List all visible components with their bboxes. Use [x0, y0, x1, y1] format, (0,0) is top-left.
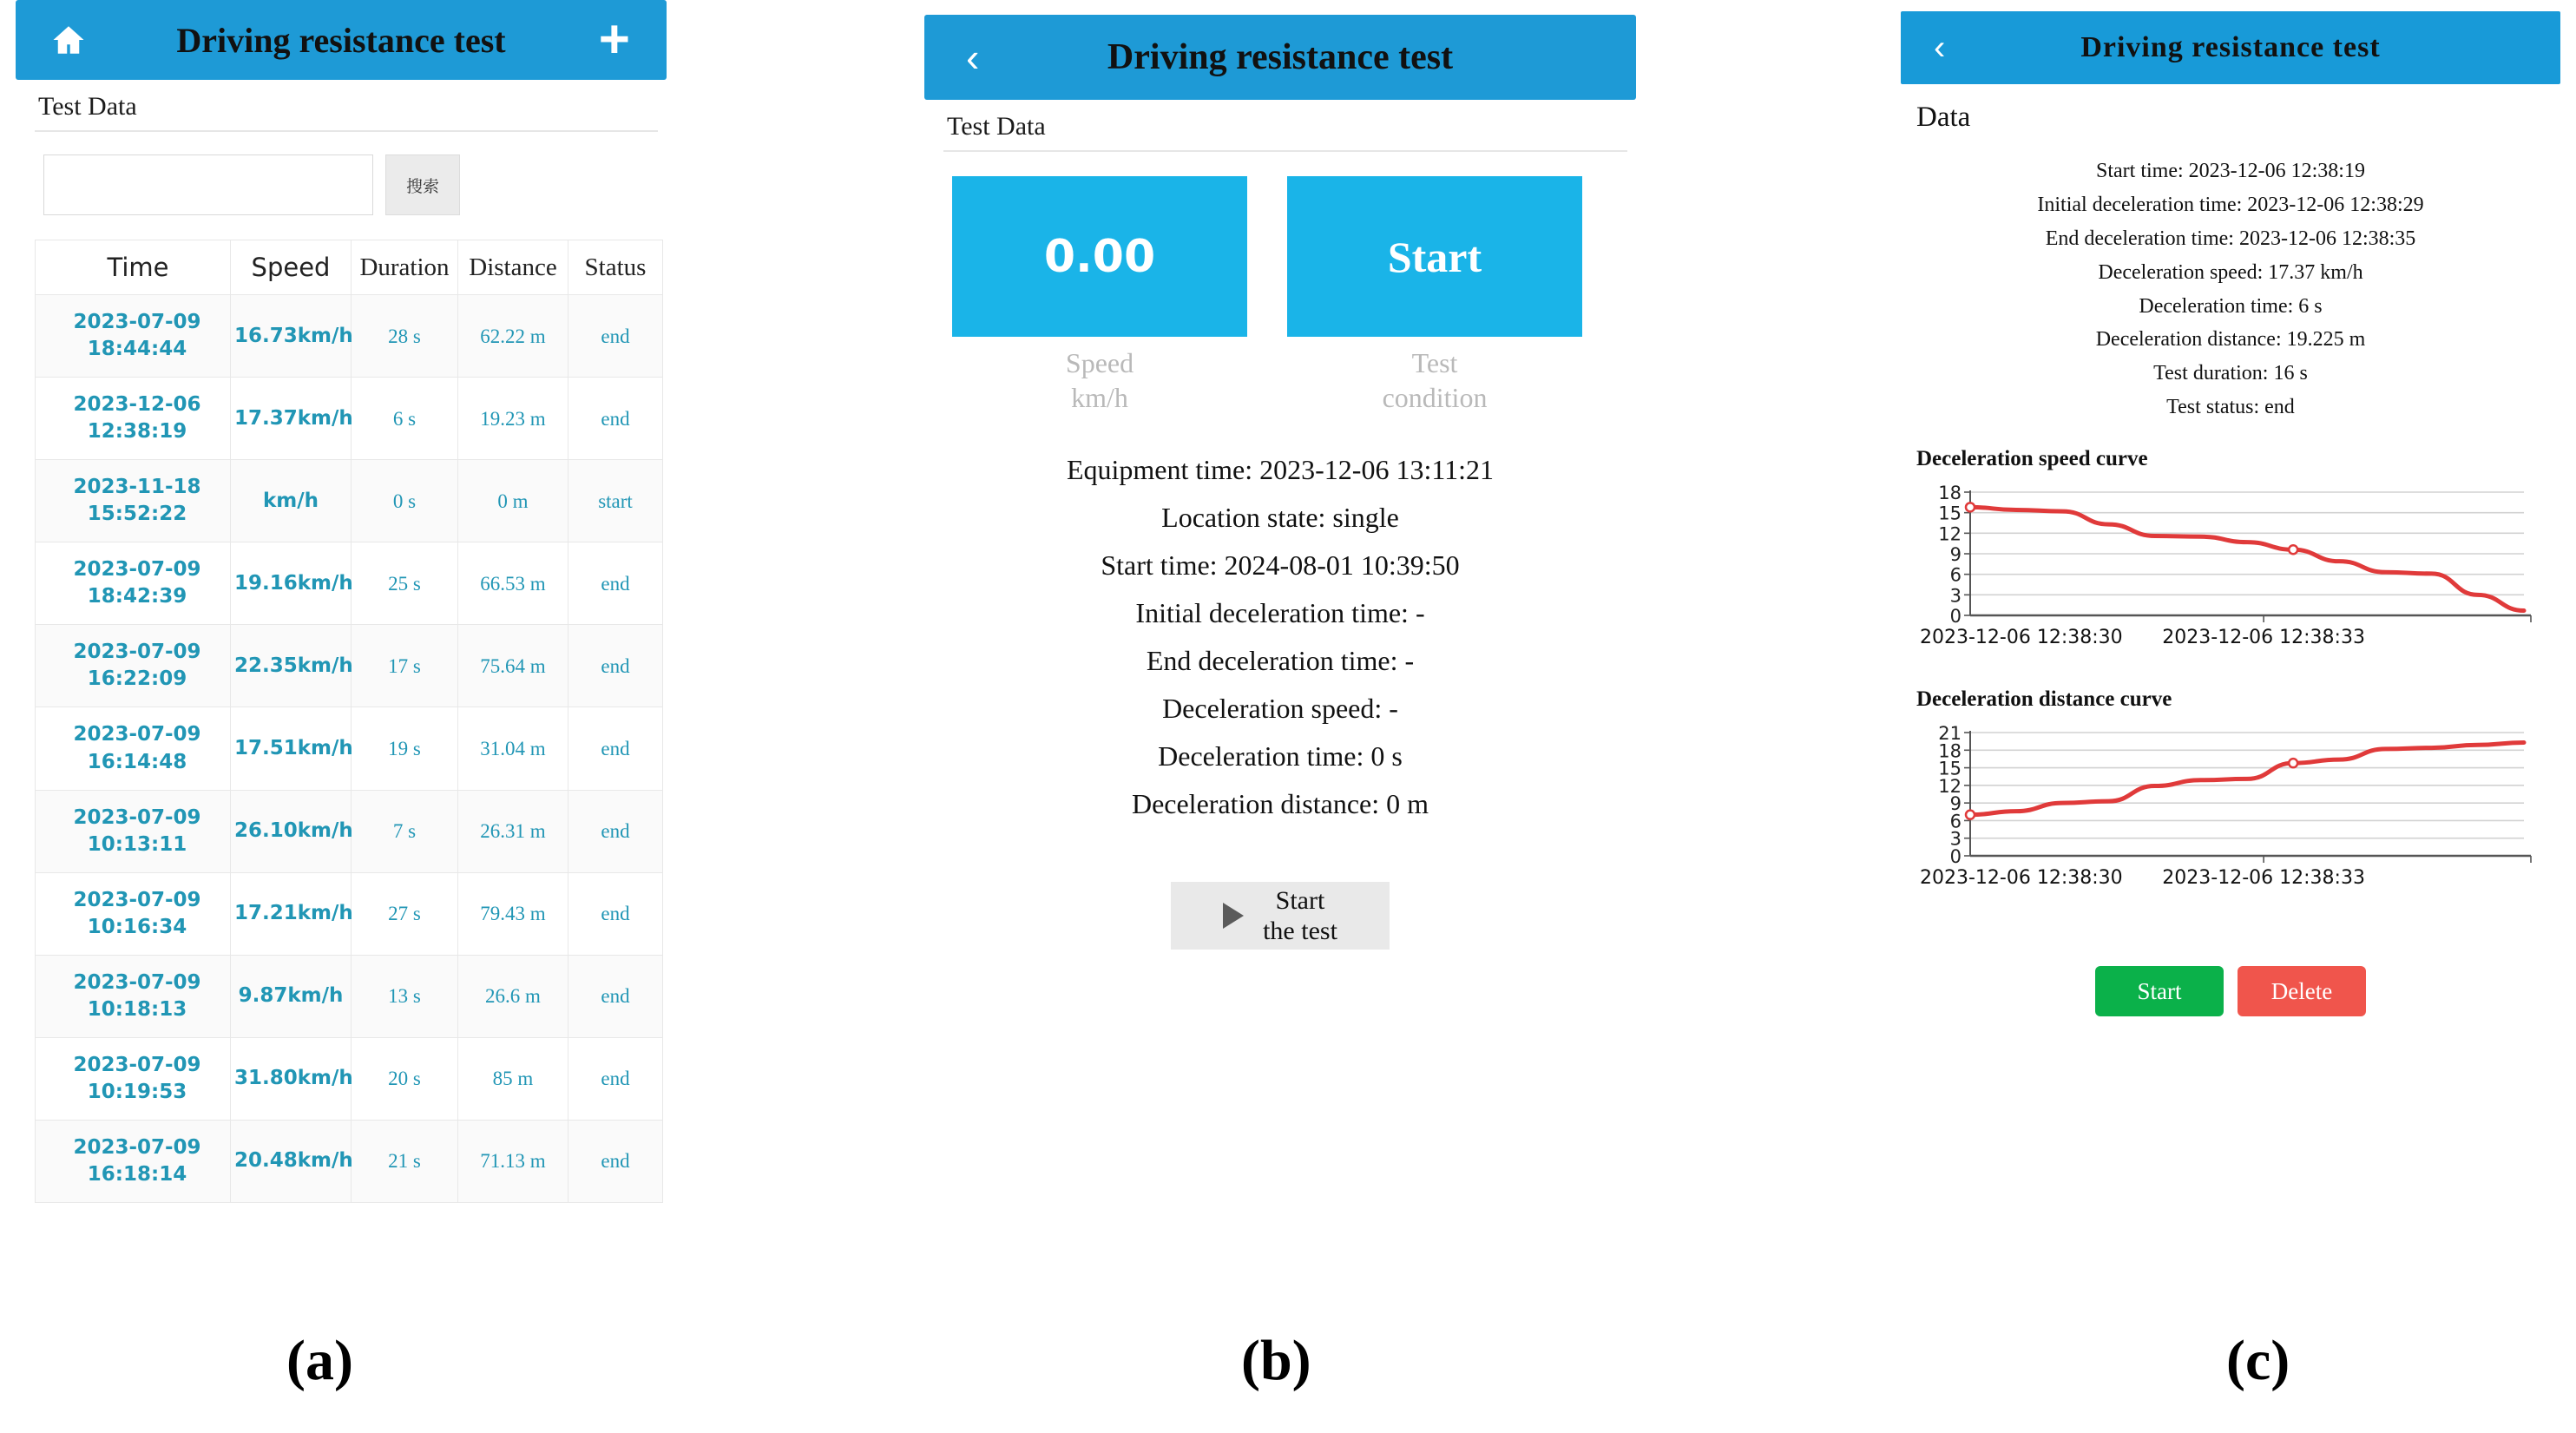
start-the-test-label — [1263, 885, 1337, 947]
table-row[interactable] — [36, 955, 663, 1037]
figure-caption-c: (c) — [2226, 1329, 2290, 1392]
cell-duration: 19 s — [352, 707, 458, 790]
cell-speed: 16.73km/h — [231, 295, 352, 378]
cell-speed: km/h — [231, 460, 352, 542]
plus-icon[interactable]: + — [598, 10, 630, 70]
y-axis-tick-label: 21 — [1938, 723, 1962, 744]
cell-distance: 31.04 m — [458, 707, 568, 790]
table-row[interactable] — [36, 707, 663, 790]
y-axis-tick-label: 9 — [1949, 793, 1962, 815]
page-title: Driving resistance test — [176, 20, 506, 60]
cell-duration: 0 s — [352, 460, 458, 542]
play-icon — [1223, 903, 1244, 929]
panel-a — [16, 0, 667, 1203]
panel-a-appbar — [16, 0, 667, 80]
table-row[interactable] — [36, 872, 663, 955]
cell-speed: 17.21km/h — [231, 872, 352, 955]
y-axis-tick-label: 6 — [1949, 811, 1962, 832]
speed-caption-line2: km/h — [1071, 382, 1128, 413]
cell-speed: 20.48km/h — [231, 1120, 352, 1202]
info-line: End deceleration time: - — [1146, 645, 1415, 677]
cell-status: end — [568, 955, 663, 1037]
condition-caption-line1: Test — [1411, 347, 1458, 378]
speed-tile-wrap — [952, 176, 1247, 415]
cell-status: end — [568, 542, 663, 625]
condition-value: Start — [1387, 232, 1482, 281]
test-data-table — [35, 240, 663, 1203]
table-row[interactable] — [36, 625, 663, 707]
delete-button[interactable]: Delete — [2238, 966, 2366, 1016]
cell-status: end — [568, 707, 663, 790]
cell-time: 2023-11-18 15:52:22 — [36, 460, 231, 542]
panel-c-info-list — [1901, 154, 2560, 424]
speed-tile[interactable] — [952, 176, 1247, 337]
info-line: Deceleration distance: 0 m — [1131, 788, 1429, 820]
panel-b — [924, 0, 1636, 950]
col-header-duration[interactable]: Duration — [352, 240, 458, 295]
data-point-marker — [1966, 811, 1975, 819]
cell-status: start — [568, 460, 663, 542]
start-the-test-button[interactable] — [1171, 882, 1390, 950]
col-header-distance[interactable]: Distance — [458, 240, 568, 295]
cell-duration: 28 s — [352, 295, 458, 378]
info-line: Deceleration time: 0 s — [1158, 740, 1403, 772]
cell-speed: 31.80km/h — [231, 1037, 352, 1120]
cell-status: end — [568, 295, 663, 378]
deceleration-speed-chart — [1916, 478, 2541, 665]
cell-speed: 17.51km/h — [231, 707, 352, 790]
cell-time: 2023-07-09 10:13:11 — [36, 790, 231, 872]
distance-chart-block — [1901, 687, 2560, 905]
info-line: Start time: 2023-12-06 12:38:19 — [2096, 160, 2365, 182]
info-line: Deceleration distance: 19.225 m — [2095, 328, 2366, 352]
cell-speed: 19.16km/h — [231, 542, 352, 625]
cell-duration: 17 s — [352, 625, 458, 707]
speed-caption-line1: Speed — [1065, 347, 1134, 378]
y-axis-tick-label: 6 — [1949, 564, 1962, 586]
cell-speed: 26.10km/h — [231, 790, 352, 872]
panel-c-appbar — [1901, 11, 2560, 84]
search-input[interactable] — [43, 154, 373, 215]
panel-b-info-list — [924, 446, 1636, 828]
page-title: Driving resistance test — [2080, 31, 2381, 63]
cell-duration: 20 s — [352, 1037, 458, 1120]
condition-tile[interactable] — [1287, 176, 1582, 337]
y-axis-tick-label: 15 — [1938, 758, 1962, 779]
y-axis-tick-label: 0 — [1949, 606, 1962, 627]
chevron-left-icon[interactable]: ‹ — [1934, 29, 1946, 67]
tiles-row — [952, 176, 1636, 415]
cell-time: 2023-07-09 10:18:13 — [36, 955, 231, 1037]
divider — [35, 130, 658, 132]
figure-caption-a: (a) — [286, 1329, 353, 1392]
info-line: Equipment time: 2023-12-06 13:11:21 — [1066, 454, 1495, 485]
cell-status: end — [568, 1037, 663, 1120]
info-line: End deceleration time: 2023-12-06 12:38:35 — [2045, 227, 2416, 250]
y-axis-tick-label: 3 — [1949, 585, 1962, 607]
cell-speed: 22.35km/h — [231, 625, 352, 707]
table-row[interactable] — [36, 378, 663, 460]
speed-tile-caption — [952, 345, 1247, 415]
cell-distance: 66.53 m — [458, 542, 568, 625]
table-row[interactable] — [36, 1120, 663, 1202]
figure-caption-b: (b) — [1241, 1329, 1311, 1392]
condition-caption-line2: condition — [1382, 382, 1488, 413]
panel-c — [1901, 0, 2560, 1016]
cell-status: end — [568, 1120, 663, 1202]
cell-distance: 75.64 m — [458, 625, 568, 707]
table-row[interactable] — [36, 460, 663, 542]
y-axis-tick-label: 0 — [1949, 846, 1962, 867]
speed-chart-block — [1901, 447, 2560, 665]
speed-value: 0.00 — [1043, 230, 1156, 283]
start-button[interactable]: Start — [2095, 966, 2224, 1016]
cell-distance: 79.43 m — [458, 872, 568, 955]
y-axis-tick-label: 18 — [1938, 740, 1962, 762]
table-header-row — [36, 240, 663, 295]
cell-duration: 13 s — [352, 955, 458, 1037]
start-test-line1: Start — [1275, 885, 1325, 915]
cell-time: 2023-07-09 18:42:39 — [36, 542, 231, 625]
cell-speed: 9.87km/h — [231, 955, 352, 1037]
table-row[interactable] — [36, 1037, 663, 1120]
table-row[interactable] — [36, 295, 663, 378]
divider — [943, 150, 1627, 152]
info-line: Deceleration time: 6 s — [2139, 294, 2323, 318]
speed-chart-title: Deceleration speed curve — [1916, 447, 2148, 470]
condition-tile-caption — [1287, 345, 1582, 415]
table-body — [36, 295, 663, 1203]
y-axis-tick-label: 15 — [1938, 503, 1962, 524]
condition-tile-wrap — [1287, 176, 1582, 415]
data-point-marker — [1966, 503, 1975, 511]
cell-distance: 85 m — [458, 1037, 568, 1120]
panel-c-actions — [1901, 966, 2560, 1016]
info-line: Deceleration speed: 17.37 km/h — [2098, 260, 2363, 284]
cell-status: end — [568, 790, 663, 872]
table-row[interactable] — [36, 542, 663, 625]
data-point-marker — [2289, 759, 2297, 767]
start-test-line2: the test — [1263, 917, 1337, 946]
info-line: Start time: 2024-08-01 10:39:50 — [1101, 549, 1460, 582]
cell-distance: 26.6 m — [458, 955, 568, 1037]
x-axis-tick-label: 2023-12-06 12:38:30 — [1920, 627, 2123, 648]
section-label: Test Data — [947, 112, 1046, 141]
cell-duration: 6 s — [352, 378, 458, 460]
y-axis-tick-label: 12 — [1938, 523, 1962, 545]
chevron-left-icon[interactable]: ‹ — [966, 35, 980, 80]
search-row — [43, 154, 667, 215]
cell-status: end — [568, 872, 663, 955]
cell-time: 2023-07-09 16:22:09 — [36, 625, 231, 707]
cell-duration: 27 s — [352, 872, 458, 955]
cell-time: 2023-07-09 10:16:34 — [36, 872, 231, 955]
cell-distance: 19.23 m — [458, 378, 568, 460]
info-line: Initial deceleration time: - — [1135, 597, 1425, 629]
x-axis-tick-label: 2023-12-06 12:38:30 — [1920, 867, 2123, 889]
cell-time: 2023-07-09 16:14:48 — [36, 707, 231, 790]
col-header-speed[interactable]: Speed — [231, 240, 352, 295]
deceleration-distance-chart — [1916, 719, 2541, 905]
data-point-marker — [2289, 545, 2297, 554]
x-axis-tick-label: 2023-12-06 12:38:33 — [2162, 627, 2365, 648]
info-line: Location state: single — [1161, 502, 1399, 534]
cell-time: 2023-07-09 10:19:53 — [36, 1037, 231, 1120]
cell-time: 2023-12-06 12:38:19 — [36, 378, 231, 460]
y-axis-tick-label: 12 — [1938, 775, 1962, 797]
col-header-status[interactable]: Status — [568, 240, 663, 295]
search-button[interactable]: 搜索 — [385, 154, 460, 215]
table-row[interactable] — [36, 790, 663, 872]
x-axis-tick-label: 2023-12-06 12:38:33 — [2162, 867, 2365, 889]
y-axis-tick-label: 9 — [1949, 544, 1962, 565]
cell-duration: 21 s — [352, 1120, 458, 1202]
cell-distance: 26.31 m — [458, 790, 568, 872]
col-header-time[interactable]: Time — [36, 240, 231, 295]
panel-b-appbar — [924, 15, 1636, 100]
cell-time: 2023-07-09 16:18:14 — [36, 1120, 231, 1202]
cell-distance: 62.22 m — [458, 295, 568, 378]
cell-duration: 25 s — [352, 542, 458, 625]
cell-status: end — [568, 625, 663, 707]
page-title: Driving resistance test — [1107, 37, 1454, 77]
section-label: Test Data — [38, 92, 137, 121]
cell-time: 2023-07-09 18:44:44 — [36, 295, 231, 378]
info-line: Test status: end — [2166, 396, 2295, 419]
cell-distance: 0 m — [458, 460, 568, 542]
data-line — [1970, 742, 2524, 814]
section-label: Data — [1916, 102, 1971, 133]
info-line: Deceleration speed: - — [1162, 693, 1398, 725]
info-line: Test duration: 16 s — [2153, 362, 2308, 385]
cell-status: end — [568, 378, 663, 460]
cell-speed: 17.37km/h — [231, 378, 352, 460]
distance-chart-title: Deceleration distance curve — [1916, 687, 2172, 711]
cell-duration: 7 s — [352, 790, 458, 872]
info-line: Initial deceleration time: 2023-12-06 12:38:29 — [2037, 193, 2424, 216]
cell-distance: 71.13 m — [458, 1120, 568, 1202]
y-axis-tick-label: 3 — [1949, 828, 1962, 850]
y-axis-tick-label: 18 — [1938, 483, 1962, 503]
